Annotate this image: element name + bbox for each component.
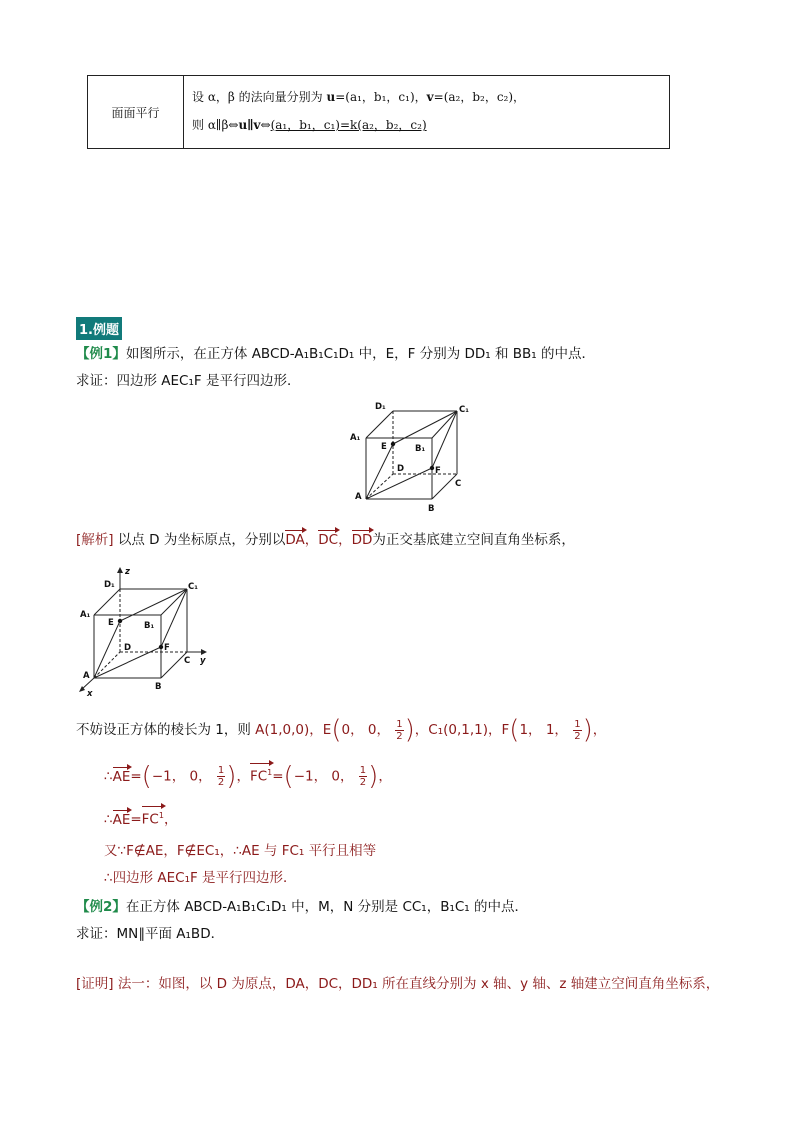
coord-e-label: E xyxy=(322,722,332,738)
edge-a1d1 xyxy=(94,589,120,615)
coord-a: A(1,0,0)， xyxy=(255,722,323,738)
edge-bc xyxy=(432,474,457,499)
example2-tag: 【例2】 xyxy=(76,899,126,915)
line-fc1 xyxy=(161,589,187,647)
label-x: x xyxy=(87,689,93,697)
edge-b1c1 xyxy=(161,589,187,615)
vector-u: u xyxy=(326,90,336,104)
label-a1: A₁ xyxy=(350,433,361,443)
label-d1: D₁ xyxy=(375,402,386,412)
hidden-ad xyxy=(366,474,393,499)
example1-tag: 【例1】 xyxy=(76,346,126,362)
equality-line: $\therefore AE=FC^1$， xyxy=(104,807,177,829)
cube-figure-2 xyxy=(76,565,216,697)
coord-f-values: 1， 1， xyxy=(519,722,573,738)
example1-prove: 求证：四边形 AEC₁F 是平行四边形． xyxy=(76,373,301,389)
coord-f-label: F xyxy=(501,722,510,738)
line2-prefix: 则 α∥β⇔ xyxy=(192,118,239,132)
analysis-text2: 为正交基底建立空间直角坐标系， xyxy=(372,532,575,548)
vector-ae-eq: AE xyxy=(112,811,131,828)
table-line-2 xyxy=(192,116,427,133)
analysis-line xyxy=(76,531,575,549)
vector-ae-values: −1， 0， xyxy=(151,768,216,785)
arrow-y xyxy=(201,649,207,655)
proof-text: 法一：如图，以 D 为原点，DA，DC，DD₁ 所在直线分别为 x 轴、y 轴、z 轴建立空间直角坐标系， xyxy=(117,976,720,992)
vectors-line: ∴AE=(−1， 0， $\frac{1}{2}$ )，$FC^1=(-1$， 0， $\frac{1}{2}$ )， xyxy=(104,761,392,792)
coord-e-values: 0， 0， xyxy=(341,722,395,738)
label-c: C xyxy=(184,656,191,666)
example2-prove: 求证：MN∥平面 A₁BD． xyxy=(76,926,225,942)
proof-line xyxy=(76,975,719,993)
u-value: =(a₁，b₁，c₁)， xyxy=(335,90,427,104)
label-f: F xyxy=(164,643,170,653)
analysis-text1: 以点 D 为坐标原点，分别以 xyxy=(117,532,286,548)
point-e xyxy=(118,619,122,623)
half-f: $\frac{1}{2}$ xyxy=(574,718,581,742)
label-c1: C₁ xyxy=(188,582,198,592)
also-line: 又∵F∉AE，F∉EC₁，∴AE 与 FC₁ 平行且相等 xyxy=(104,843,377,859)
property-table xyxy=(87,75,670,149)
coords-line: 不妨设正方体的棱长为 1，则 A(1,0,0)，E(0， 0， $\frac{1}{2}$ )，C₁(0,1,1)，F(1， 1， $\frac{1}{2}$ )， xyxy=(76,715,607,745)
line-ec1 xyxy=(393,411,457,444)
example2-line xyxy=(76,898,528,916)
vector-dc: DC xyxy=(318,532,339,548)
sep2: ， xyxy=(338,532,352,548)
label-z: z xyxy=(125,567,130,577)
label-y: y xyxy=(200,656,206,666)
analysis-tag: [解析] xyxy=(76,532,114,548)
u-parallel-v: u∥v xyxy=(238,118,261,132)
label-d1: D₁ xyxy=(104,580,115,590)
coord-c1: C₁(0,1,1)， xyxy=(428,722,502,738)
conclusion-line: ∴四边形 AEC₁F 是平行四边形． xyxy=(104,870,297,886)
label-e: E xyxy=(108,618,114,628)
vector-fc1-values: −1， 0， xyxy=(293,768,358,785)
point-f xyxy=(159,645,163,649)
label-d: D xyxy=(397,464,405,474)
edge-a1d1 xyxy=(366,411,393,438)
vector-fc1: $FC^1$ xyxy=(250,764,272,786)
vector-fc1-eq: $FC^1$ xyxy=(142,807,164,829)
line-ec1 xyxy=(120,589,187,621)
half-ae: $\frac{1}{2}$ xyxy=(217,765,225,788)
point-e xyxy=(391,442,395,446)
label-b: B xyxy=(428,504,435,514)
label-f: F xyxy=(435,466,441,476)
equiv-arrow: ⇔ xyxy=(260,118,271,132)
label-b1: B₁ xyxy=(415,444,426,454)
line1-prefix: 设 α，β 的法向量分别为 xyxy=(192,90,327,104)
example1-line xyxy=(76,345,595,363)
sep1: ， xyxy=(304,532,319,548)
v-value: =(a₂，b₂，c₂)， xyxy=(433,90,526,104)
edge-b1c1 xyxy=(432,411,457,438)
label-c1: C₁ xyxy=(459,405,469,415)
condition-underlined: (a₁，b₁，c₁)=k(a₂，b₂，c₂) xyxy=(270,118,427,132)
vector-da: DA xyxy=(285,532,305,548)
label-b1: B₁ xyxy=(144,621,155,631)
arrow-z xyxy=(117,567,123,573)
table-line-1 xyxy=(192,88,525,105)
line-fc1 xyxy=(432,411,457,468)
vector-v: v xyxy=(426,90,434,104)
label-c: C xyxy=(455,479,462,489)
table-divider xyxy=(183,76,184,148)
hidden-ad xyxy=(94,652,120,678)
label-e: E xyxy=(381,442,387,452)
line-ae xyxy=(94,621,120,678)
point-f xyxy=(430,466,434,470)
label-b: B xyxy=(155,682,162,692)
vector-ae: AE xyxy=(112,768,131,785)
label-d: D xyxy=(124,643,132,653)
line-ae xyxy=(366,444,393,499)
coords-intro: 不妨设正方体的棱长为 1，则 xyxy=(76,722,256,738)
example1-text: 如图所示，在正方体 ABCD-A₁B₁C₁D₁ 中，E，F 分别为 DD₁ 和 BB₁ 的中点． xyxy=(125,346,595,362)
half-e: $\frac{1}{2}$ xyxy=(396,718,403,742)
label-a1: A₁ xyxy=(80,610,91,620)
table-row-label: 面面平行 xyxy=(111,105,160,120)
example2-text: 在正方体 ABCD-A₁B₁C₁D₁ 中，M，N 分别是 CC₁，B₁C₁ 的中点． xyxy=(125,899,529,915)
half-fc1: $\frac{1}{2}$ xyxy=(359,765,367,788)
proof-tag: [证明] xyxy=(76,976,114,992)
section-title: 1.例题 xyxy=(76,317,122,340)
vector-dd1: DD xyxy=(351,532,373,548)
label-a: A xyxy=(83,671,90,681)
label-a: A xyxy=(355,492,362,502)
cube-figure-1 xyxy=(345,398,475,516)
